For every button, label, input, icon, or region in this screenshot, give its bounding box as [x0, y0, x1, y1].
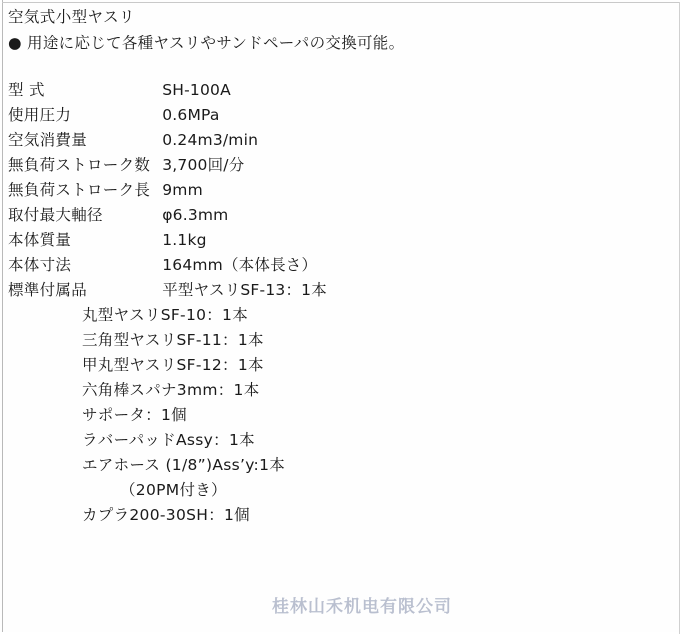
table-row — [8, 128, 327, 153]
spec-label: 型 式 — [8, 81, 45, 99]
spec-label: 標準付属品 — [8, 281, 88, 299]
page-border-top — [2, 2, 680, 3]
spec-label: 無負荷ストローク長 — [8, 181, 151, 199]
table-row — [8, 253, 327, 278]
spec-value: φ6.3mm — [162, 206, 229, 224]
table-row — [8, 278, 327, 303]
spec-label: 取付最大軸径 — [8, 206, 103, 224]
table-row — [8, 103, 327, 128]
product-title: 空気式小型ヤスリ — [8, 8, 135, 26]
list-item: （20PM付き） — [120, 481, 227, 499]
table-row — [8, 228, 327, 253]
list-item: 三角型ヤスリSF-11：1本 — [82, 331, 264, 349]
spec-label: 無負荷ストローク数 — [8, 156, 151, 174]
document-content — [8, 6, 672, 528]
spec-value: 3,700回/分 — [162, 156, 245, 174]
list-item: カプラ200-30SH：1個 — [82, 506, 250, 524]
table-row — [8, 203, 327, 228]
spec-value: 164mm（本体長さ） — [162, 256, 318, 274]
spec-label: 空気消費量 — [8, 131, 88, 149]
list-item: サポータ：1個 — [82, 406, 187, 424]
list-item: ラバーパッドAssy：1本 — [82, 431, 255, 449]
list-item: エアホース (1/8”)Ass’y:1本 — [82, 456, 286, 474]
table-row — [8, 178, 327, 203]
table-row — [8, 78, 327, 103]
spec-label: 使用圧力 — [8, 106, 72, 124]
specification-table — [8, 78, 327, 303]
product-feature-bullet: ● 用途に応じて各種ヤスリやサンドペーパの交換可能。 — [8, 34, 405, 52]
spec-value: 0.24m3/min — [162, 131, 259, 149]
spec-value: 9mm — [162, 181, 203, 199]
company-watermark: 桂林山禾机电有限公司 — [272, 597, 452, 617]
specification-table-body — [8, 78, 327, 303]
table-row — [8, 153, 327, 178]
spec-value: 平型ヤスリSF-13：1本 — [162, 281, 327, 299]
list-item: 六角棒スパナ3mm：1本 — [82, 381, 260, 399]
spec-value: SH-100A — [162, 81, 231, 99]
spec-value: 1.1kg — [162, 231, 207, 249]
list-item: 甲丸型ヤスリSF-12：1本 — [82, 356, 264, 374]
spec-value: 0.6MPa — [162, 106, 220, 124]
spec-label: 本体質量 — [8, 231, 72, 249]
accessory-list — [8, 303, 672, 528]
list-item: 丸型ヤスリSF-10：1本 — [82, 306, 249, 324]
page-border-left — [2, 0, 3, 632]
spec-label: 本体寸法 — [8, 256, 72, 274]
